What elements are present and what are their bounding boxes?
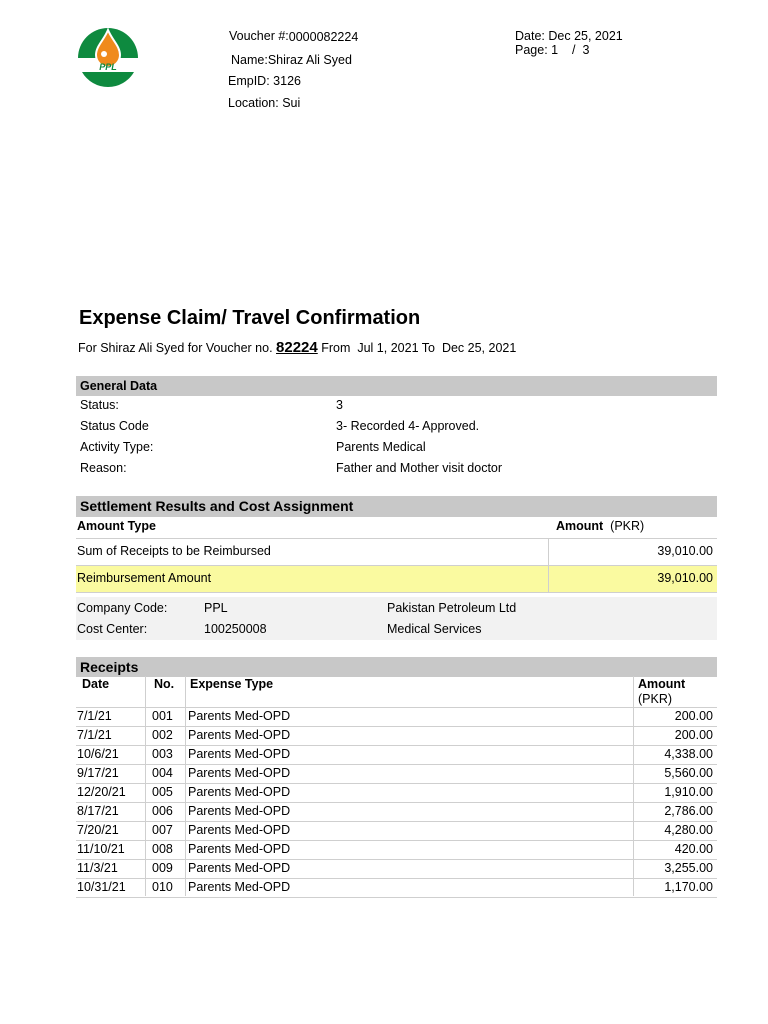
settlement-row-sum (76, 539, 717, 566)
drop-highlight (101, 51, 107, 57)
table-row (76, 859, 717, 879)
table-row (76, 764, 717, 784)
claim-subline (78, 339, 516, 356)
voucher-value: 0000082224 (288, 30, 359, 44)
receipt-amount: 420.00 (674, 842, 713, 856)
receipt-amount: 2,786.00 (664, 804, 713, 818)
voucher-line (229, 29, 358, 43)
receipt-date: 10/31/21 (77, 880, 126, 894)
receipt-no: 002 (152, 728, 173, 742)
general-row-reason (80, 461, 716, 482)
receipt-date: 9/17/21 (77, 766, 119, 780)
receipt-amount: 200.00 (674, 709, 713, 723)
receipt-date: 8/17/21 (77, 804, 119, 818)
general-value: 3- Recorded 4- Approved. (336, 419, 480, 433)
receipt-amount: 4,338.00 (664, 747, 713, 761)
location-value: Sui (282, 96, 301, 110)
subline-to-date: Dec 25, 2021 (441, 341, 517, 355)
receipt-type: Parents Med-OPD (188, 728, 291, 742)
subline-prefix: For Shiraz Ali Syed for Voucher no. (78, 341, 273, 355)
settlement-amount: 39,010.00 (657, 544, 713, 558)
general-row-activity-type (80, 440, 716, 461)
receipt-amount: 1,170.00 (664, 880, 713, 894)
cost-assignment-block (76, 597, 717, 640)
receipt-no: 005 (152, 785, 173, 799)
table-row (76, 707, 717, 727)
receipt-amount: 3,255.00 (664, 861, 713, 875)
receipt-amount: 4,280.00 (664, 823, 713, 837)
settlement-row-reimbursement (76, 566, 717, 593)
receipt-amount: 200.00 (674, 728, 713, 742)
receipt-no: 004 (152, 766, 173, 780)
general-label: Status: (80, 398, 119, 412)
cost-center-label: Cost Center: (77, 622, 148, 636)
general-row-status-code (80, 419, 716, 440)
subline-to-label: To (421, 341, 435, 355)
empid-value: 3126 (273, 74, 301, 88)
date-line (515, 29, 623, 43)
table-row (76, 840, 717, 860)
name-line (231, 53, 352, 67)
subline-voucher-no: 82224 (276, 339, 318, 356)
receipt-type: Parents Med-OPD (188, 842, 291, 856)
receipt-no: 010 (152, 880, 173, 894)
settlement-label: Reimbursement Amount (77, 571, 212, 585)
general-label: Status Code (80, 419, 149, 433)
receipt-type: Parents Med-OPD (188, 766, 291, 780)
receipt-no: 003 (152, 747, 173, 761)
receipt-date: 7/20/21 (77, 823, 119, 837)
column-divider (548, 539, 549, 565)
col-amount-label: Amount (556, 519, 604, 533)
name-label: Name: (231, 53, 268, 67)
column-divider (548, 566, 549, 592)
receipt-date: 11/3/21 (77, 861, 118, 875)
receipts-table-header (76, 676, 717, 708)
col-amount (556, 519, 644, 533)
settlement-heading: Settlement Results and Cost Assignment (76, 496, 717, 517)
col-amount: Amount (638, 677, 686, 691)
general-value: 3 (336, 398, 343, 412)
ppl-logo-mark (76, 28, 140, 90)
receipt-type: Parents Med-OPD (188, 861, 291, 875)
table-row (76, 783, 717, 803)
cost-center-value: 100250008 (204, 622, 267, 636)
table-row (76, 726, 717, 746)
col-no: No. (154, 677, 175, 691)
name-value: Shiraz Ali Syed (267, 53, 352, 67)
document-title: Expense Claim/ Travel Confirmation (79, 307, 421, 329)
receipt-no: 009 (152, 861, 173, 875)
general-row-status (80, 398, 716, 419)
col-amount-type: Amount Type (77, 519, 156, 533)
page-total: 3 (582, 43, 590, 57)
receipt-no: 006 (152, 804, 173, 818)
receipt-type: Parents Med-OPD (188, 785, 291, 799)
company-code-label: Company Code: (77, 601, 168, 615)
receipt-date: 7/1/21 (77, 709, 112, 723)
receipt-date: 11/10/21 (77, 842, 125, 856)
receipt-type: Parents Med-OPD (188, 747, 291, 761)
ppl-logo (76, 28, 140, 90)
general-value: Father and Mother visit doctor (336, 461, 503, 475)
receipt-type: Parents Med-OPD (188, 880, 291, 894)
settlement-table-header (76, 516, 717, 539)
receipt-date: 10/6/21 (77, 747, 119, 761)
logo-text: PPL (99, 62, 117, 72)
page-line (515, 43, 589, 57)
col-expense-type: Expense Type (190, 677, 274, 691)
table-row (76, 802, 717, 822)
receipt-no: 008 (152, 842, 173, 856)
receipt-no: 007 (152, 823, 173, 837)
company-name: Pakistan Petroleum Ltd (387, 601, 517, 615)
company-code-value: PPL (204, 601, 228, 615)
date-label: Date: (515, 29, 545, 43)
settlement-amount: 39,010.00 (657, 571, 713, 585)
subline-from-label: From (321, 341, 351, 355)
table-row (76, 878, 717, 898)
receipt-no: 001 (152, 709, 173, 723)
page-sep: / (572, 43, 576, 57)
subline-from-date: Jul 1, 2021 (357, 341, 419, 355)
empid-line (228, 74, 301, 88)
general-data-heading: General Data (76, 376, 717, 396)
col-date: Date (82, 677, 110, 691)
receipt-type: Parents Med-OPD (188, 823, 291, 837)
col-amount-unit: (PKR) (638, 692, 673, 706)
receipts-heading: Receipts (76, 657, 717, 677)
location-line (228, 96, 300, 110)
receipt-type: Parents Med-OPD (188, 709, 291, 723)
general-value: Parents Medical (336, 440, 426, 454)
page-label: Page: (515, 43, 548, 57)
voucher-label: Voucher #: (229, 29, 289, 43)
general-label: Activity Type: (80, 440, 154, 454)
receipt-amount: 1,910.00 (664, 785, 713, 799)
cost-center-name: Medical Services (387, 622, 482, 636)
empid-label: EmpID: (228, 74, 270, 88)
table-row (76, 745, 717, 765)
receipt-amount: 5,560.00 (664, 766, 713, 780)
location-label: Location: (228, 96, 279, 110)
page-value: 1 (551, 43, 559, 57)
general-label: Reason: (80, 461, 127, 475)
settlement-label: Sum of Receipts to be Reimbursed (77, 544, 271, 558)
col-amount-unit: (PKR) (610, 519, 645, 533)
table-row (76, 821, 717, 841)
receipt-date: 7/1/21 (77, 728, 112, 742)
date-value: Dec 25, 2021 (548, 29, 623, 43)
receipt-type: Parents Med-OPD (188, 804, 291, 818)
receipt-date: 12/20/21 (77, 785, 126, 799)
